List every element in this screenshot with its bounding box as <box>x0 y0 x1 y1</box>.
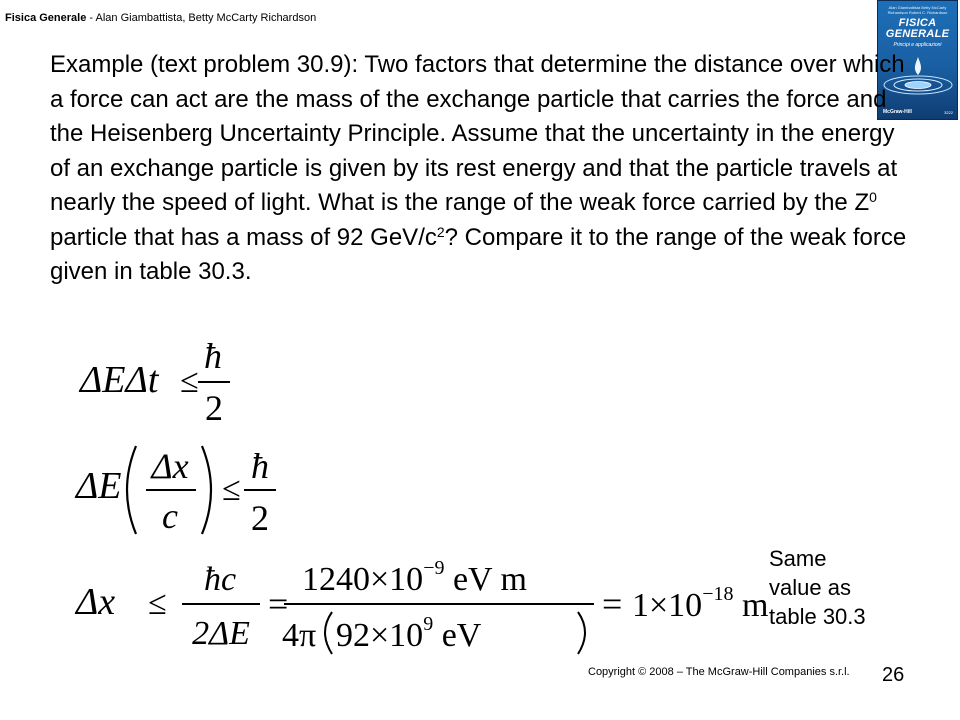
equation-uncertainty <box>70 338 240 433</box>
eq3-result <box>632 583 768 624</box>
eq3-leq: ≤ <box>148 585 167 622</box>
problem-statement <box>50 48 910 290</box>
note-line3: table 30.3 <box>769 604 866 629</box>
eq2-leq: ≤ <box>222 471 241 508</box>
equation-range-result <box>70 552 769 667</box>
note-line2: value as <box>769 575 851 600</box>
cover-title-line1: FISICA <box>898 17 937 29</box>
eq3-result-exp: −18 <box>702 583 734 605</box>
page-number: 26 <box>882 664 905 686</box>
eq1-leq: ≤ <box>180 363 199 400</box>
eq3-result-base: 1×10 <box>632 587 703 624</box>
slide-header <box>5 12 316 24</box>
book-authors: Alan Giambattista, Betty McCarty Richardson <box>95 12 317 24</box>
cover-publisher: McGraw-Hill <box>883 109 912 115</box>
eq2-den: 2 <box>251 498 269 538</box>
eq3-lhs: Δx <box>76 581 116 623</box>
eq2-inner-den: c <box>162 496 178 536</box>
eq3-frac1-num: ħc <box>203 561 237 598</box>
note-line1: Same <box>769 546 827 571</box>
eq1-den: 2 <box>205 388 223 428</box>
eq3-frac2-den-inner: 92×10 <box>336 617 424 654</box>
eq3-frac2-num-exp: −9 <box>423 557 445 579</box>
eq1-lhs: ΔEΔt <box>80 359 159 401</box>
eq3-frac2-num <box>302 557 527 598</box>
c-squared-superscript: 2 <box>436 223 445 240</box>
equation-substituted <box>70 438 290 548</box>
z-superscript: 0 <box>869 189 877 205</box>
cover-title-line2: GENERALE <box>885 28 950 40</box>
eq2-inner-num: Δx <box>151 446 189 486</box>
problem-text-part2: particle that has a mass of 92 GeV/c <box>50 223 437 251</box>
eq3-frac2-den-pre: 4π <box>282 617 317 654</box>
eq3-frac2-den <box>336 613 482 654</box>
eq2-lhs: ΔE <box>76 465 122 507</box>
cover-code: 3222 <box>944 110 953 115</box>
header-separator: - <box>86 12 96 24</box>
problem-text-part1: Example (text problem 30.9): Two factors that determine the distance over which a force can act are the mass of the exchange particle that carries the force and the Heisenberg Uncertainty Principle. Assume that the uncertainty in the energy of an exchange particle is given by its rest energy and that the particle travels at nearly the speed of light. What is the range of the weak force carried by the Z <box>50 51 905 216</box>
cover-title <box>878 18 957 40</box>
problem-text-part3: ? Compare it to the range of the weak force given in table 30.3. <box>50 223 907 285</box>
eq3-eq1: = <box>268 584 289 624</box>
book-title: Fisica Generale <box>5 12 87 24</box>
eq3-result-units: m <box>733 587 769 624</box>
eq2-num: ħ <box>251 446 269 486</box>
eq1-num: ħ <box>204 336 222 376</box>
copyright-notice: Copyright © 2008 – The McGraw-Hill Companies s.r.l. <box>588 666 850 678</box>
eq3-frac2-num-units: eV m <box>444 561 527 598</box>
cover-subtitle: Principi e applicazioni <box>893 42 942 48</box>
eq3-frac2-den-exp: 9 <box>423 613 434 635</box>
eq3-frac2-den-units: eV <box>433 617 482 654</box>
side-note <box>769 544 919 631</box>
eq3-frac2-num-base: 1240×10 <box>302 561 424 598</box>
cover-authors: Alan Giambattista Betty McCarty Richardson Robert C. Richardson <box>887 5 948 15</box>
eq3-eq2: = <box>602 584 623 624</box>
eq3-frac1-den: 2ΔE <box>192 615 250 652</box>
